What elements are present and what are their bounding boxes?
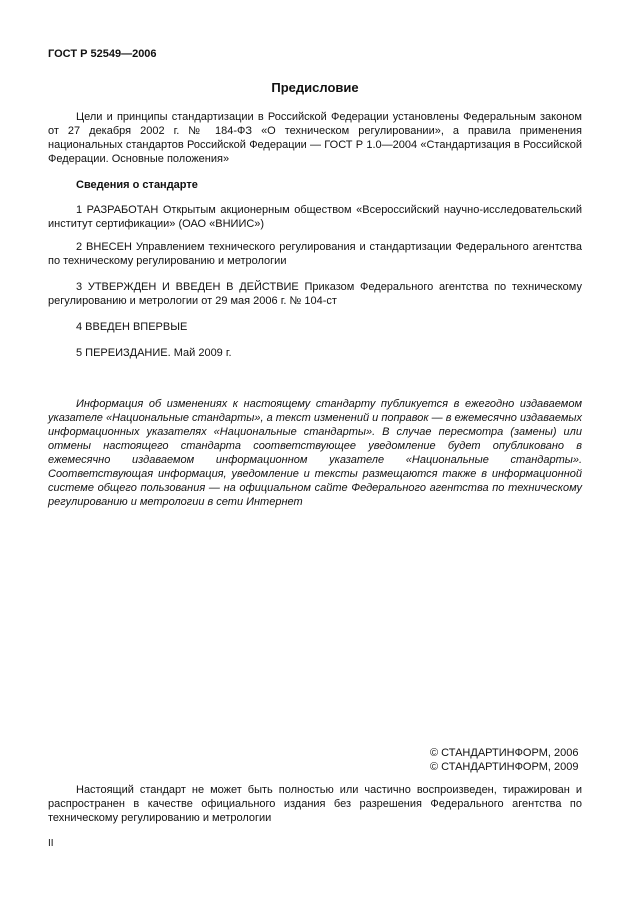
page-number: II [48,838,54,849]
standard-code: ГОСТ Р 52549—2006 [48,48,157,60]
info-item-4: 4 ВВЕДЕН ВПЕРВЫЕ [76,321,188,333]
copyright-2009: © СТАНДАРТИНФОРМ, 2009 [430,761,579,773]
changes-notice: Информация об изменениях к настоящему стандарту публикуется в ежегодно издаваемом указателе «Национальные стандарты», а текст изменений и поправок — в ежемесячно издаваемых информационных указателях «Национальные стандарты». В случае пересмотра (замены) или отмены настоящего стандарта соответствующее уведомление будет опубликовано в ежемесячно издаваемом информационном указателе «Национальные стандарты». Соответствующая информация, уведомление и тексты размещаются также в информационной системе общего пользования — на официальном сайте Федерального агентства по техническому регулированию и метрологии в сети Интернет [48,398,582,508]
info-heading: Сведения о стандарте [76,179,198,191]
copyright-2006: © СТАНДАРТИНФОРМ, 2006 [430,747,579,759]
page-title: Предисловие [271,80,359,95]
info-item-3: 3 УТВЕРЖДЕН И ВВЕДЕН В ДЕЙСТВИЕ Приказом Федерального агентства по техническому регулированию и метрологии от 29 мая 2006 г. № 104-ст [48,281,582,307]
reproduction-notice: Настоящий стандарт не может быть полностью или частично воспроизведен, тиражирован и распространен в качестве официального издания без разрешения Федерального агентства по техническому регулированию и метрологии [48,784,582,824]
info-item-1: 1 РАЗРАБОТАН Открытым акционерным обществом «Всероссийский научно-исследовательский институт сертификации» (ОАО «ВНИИС») [48,204,582,230]
info-item-5: 5 ПЕРЕИЗДАНИЕ. Май 2009 г. [76,347,232,359]
info-item-2: 2 ВНЕСЕН Управлением технического регулирования и стандартизации Федерального агентства по техническому регулированию и метрологии [48,241,582,267]
intro-paragraph: Цели и принципы стандартизации в Российской Федерации установлены Федеральным законом от 27 декабря 2002 г. № 184-ФЗ «О техническом регулировании», а правила применения национальных стандартов Российской Федерации — ГОСТ Р 1.0—2004 «Стандартизация в Российской Федерации. Основные положения» [48,111,582,165]
